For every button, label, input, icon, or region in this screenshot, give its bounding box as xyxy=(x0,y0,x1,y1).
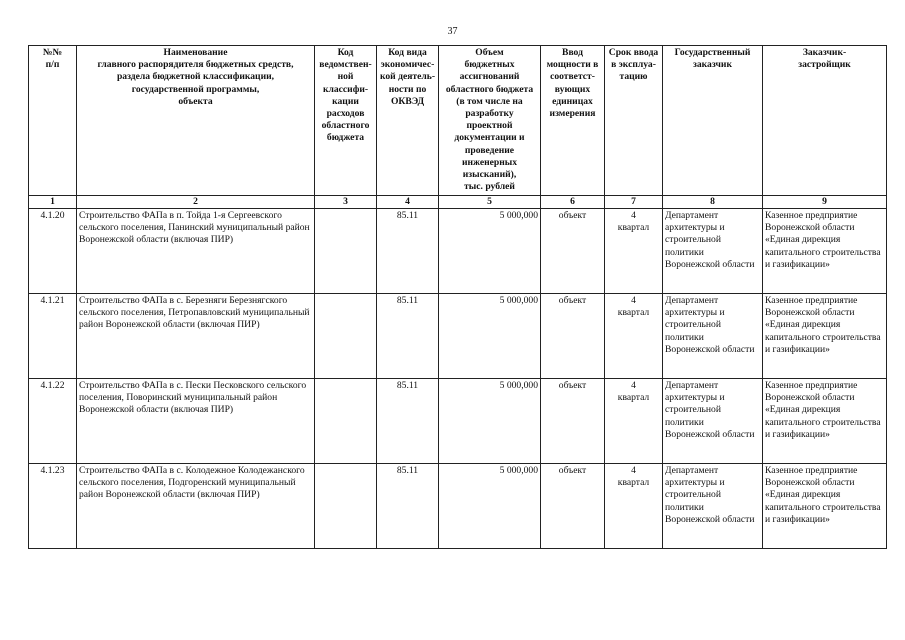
capacity-unit: объект xyxy=(541,379,605,464)
column-number: 6 xyxy=(541,196,605,209)
header-col-number: №№ п/п xyxy=(29,46,77,196)
column-number: 2 xyxy=(77,196,315,209)
table-row xyxy=(29,464,887,549)
okved-code: 85.11 xyxy=(377,379,439,464)
column-number: 1 xyxy=(29,196,77,209)
row-number: 4.1.20 xyxy=(29,209,77,294)
developer-customer: Казенное предприятие Воронежской области «Единая дирекция капитального строительства и газификации» xyxy=(763,464,887,549)
page-number: 37 xyxy=(447,26,458,37)
column-number: 7 xyxy=(605,196,663,209)
header-col-capacity: Ввод мощности в соответст- вующих единицах измерения xyxy=(541,46,605,196)
header-col-name: Наименование главного распорядителя бюджетных средств, раздела бюджетной классификации, государственной программы, объекта xyxy=(77,46,315,196)
row-number: 4.1.22 xyxy=(29,379,77,464)
header-col-dept-code: Код ведомствен- ной классифи- кации расходов областного бюджета xyxy=(315,46,377,196)
table-row xyxy=(29,294,887,379)
dept-code xyxy=(315,379,377,464)
developer-customer: Казенное предприятие Воронежской области «Единая дирекция капитального строительства и газификации» xyxy=(763,209,887,294)
table-row xyxy=(29,379,887,464)
column-number: 5 xyxy=(439,196,541,209)
header-col-developer: Заказчик- застройщик xyxy=(763,46,887,196)
table-row xyxy=(29,209,887,294)
header-col-okved: Код вида экономичес- кой деятель- ности по ОКВЭД xyxy=(377,46,439,196)
budget-amount: 5 000,000 xyxy=(439,379,541,464)
state-customer: Департамент архитектуры и строительной политики Воронежской области xyxy=(663,209,763,294)
budget-table xyxy=(28,45,887,549)
state-customer: Департамент архитектуры и строительной политики Воронежской области xyxy=(663,464,763,549)
commission-term: 4 квартал xyxy=(605,379,663,464)
column-number: 3 xyxy=(315,196,377,209)
okved-code: 85.11 xyxy=(377,464,439,549)
header-col-customer: Государственный заказчик xyxy=(663,46,763,196)
commission-term: 4 квартал xyxy=(605,209,663,294)
row-number: 4.1.21 xyxy=(29,294,77,379)
commission-term: 4 квартал xyxy=(605,464,663,549)
state-customer: Департамент архитектуры и строительной политики Воронежской области xyxy=(663,294,763,379)
dept-code xyxy=(315,464,377,549)
header-col-term: Срок ввода в эксплуа- тацию xyxy=(605,46,663,196)
object-name: Строительство ФАПа в с. Пески Песковского сельского поселения, Поворинский муниципальный район Воронежской области (включая ПИР) xyxy=(77,379,315,464)
header-col-amount: Объем бюджетных ассигнований областного бюджета (в том числе на разработку проектной документации и проведение инженерных изысканий), тыс. рублей xyxy=(439,46,541,196)
row-number: 4.1.23 xyxy=(29,464,77,549)
object-name: Строительство ФАПа в с. Колодежное Колодежанского сельского поселения, Подгоренский муниципальный район Воронежской области (включая ПИР) xyxy=(77,464,315,549)
object-name: Строительство ФАПа в п. Тойда 1-я Сергеевского сельского поселения, Панинский муниципальный район Воронежской области (включая ПИР) xyxy=(77,209,315,294)
commission-term: 4 квартал xyxy=(605,294,663,379)
dept-code xyxy=(315,209,377,294)
object-name: Строительство ФАПа в с. Березняги Березнягского сельского поселения, Петропавловский муниципальный район Воронежской области (включая ПИР) xyxy=(77,294,315,379)
okved-code: 85.11 xyxy=(377,294,439,379)
header-row xyxy=(29,46,887,196)
capacity-unit: объект xyxy=(541,209,605,294)
column-number: 9 xyxy=(763,196,887,209)
developer-customer: Казенное предприятие Воронежской области «Единая дирекция капитального строительства и газификации» xyxy=(763,294,887,379)
capacity-unit: объект xyxy=(541,464,605,549)
column-number: 4 xyxy=(377,196,439,209)
capacity-unit: объект xyxy=(541,294,605,379)
dept-code xyxy=(315,294,377,379)
column-number: 8 xyxy=(663,196,763,209)
column-number-row xyxy=(29,196,887,209)
budget-amount: 5 000,000 xyxy=(439,294,541,379)
budget-amount: 5 000,000 xyxy=(439,464,541,549)
developer-customer: Казенное предприятие Воронежской области «Единая дирекция капитального строительства и газификации» xyxy=(763,379,887,464)
state-customer: Департамент архитектуры и строительной политики Воронежской области xyxy=(663,379,763,464)
budget-amount: 5 000,000 xyxy=(439,209,541,294)
okved-code: 85.11 xyxy=(377,209,439,294)
